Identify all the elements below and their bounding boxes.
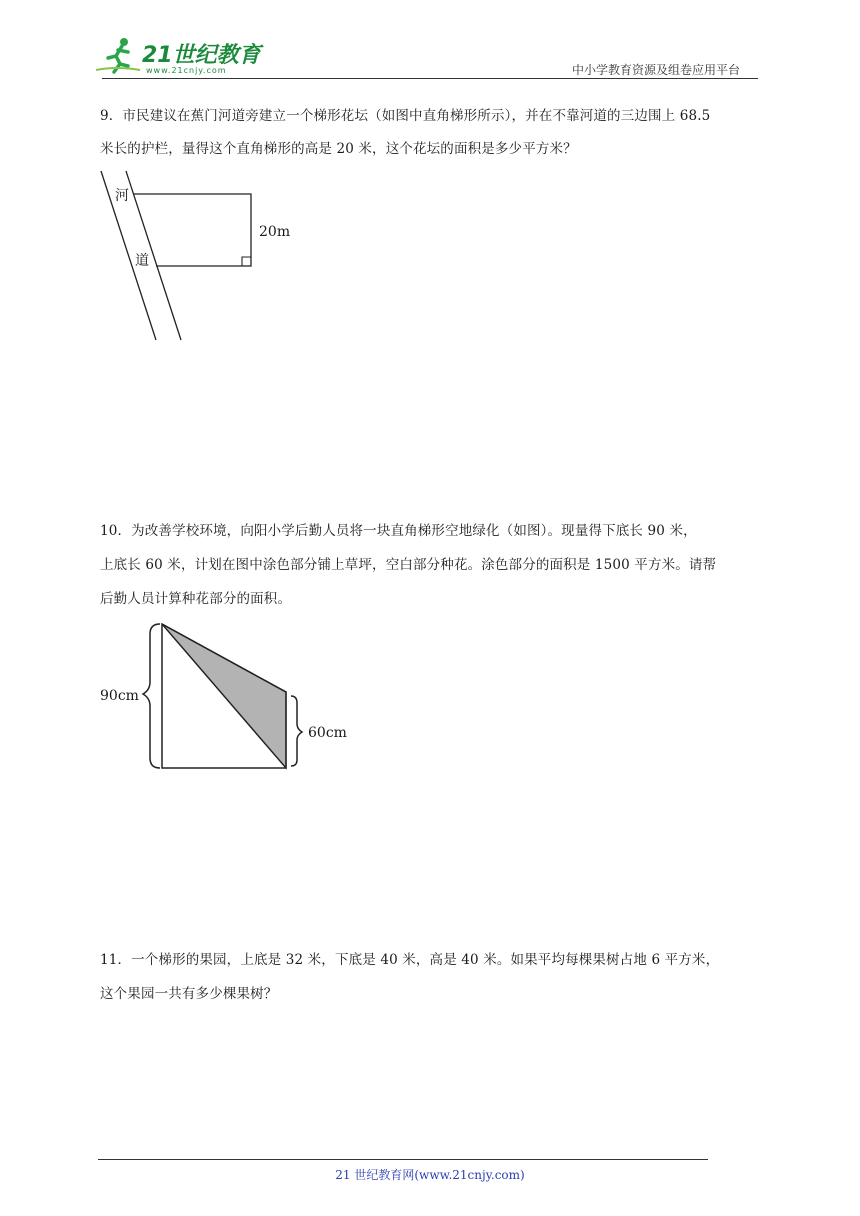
logo-url: www.21cnjy.com: [146, 66, 227, 75]
right-brace: [291, 696, 302, 766]
footer-link[interactable]: 21 世纪教育网(www.21cnjy.com): [335, 1168, 525, 1182]
trapezoid-flowerbed: [133, 194, 251, 266]
header-tagline: 中小学教育资源及组卷应用平台: [572, 63, 741, 77]
top-base-label: 60cm: [308, 725, 347, 741]
question-10-line-2: 上底长 60 米，计划在图中涂色部分铺上草坪，空白部分种花。涂色部分的面积是 1500 平方米。请帮: [100, 557, 717, 573]
question-9-line-2: 米长的护栏，量得这个直角梯形的高是 20 米，这个花坛的面积是多少平方米？: [100, 141, 577, 157]
logo-wordmark: 21世纪教育: [142, 43, 261, 68]
question-10-line-1: 10．为改善学校环境，向阳小学后勤人员将一块直角梯形空地绿化（如图）。现量得下底长 90 米，: [100, 523, 697, 539]
question-11-line-1: 11．一个梯形的果园，上底是 32 米，下底是 40 米，高是 40 米。如果平均每棵果树占地 6 平方米，: [100, 952, 720, 968]
question-10-line-3: 后勤人员计算种花部分的面积。: [100, 591, 292, 607]
footer-divider: [98, 1159, 708, 1160]
right-angle-mark: [242, 257, 251, 266]
question-10-figure: [140, 616, 310, 776]
river-label-1: 河: [115, 188, 129, 204]
question-9-line-1: 9．市民建议在蕉门河道旁建立一个梯形花坛（如图中直角梯形所示），并在不靠河道的三边围上 68.5: [100, 108, 711, 124]
river-label-2: 道: [135, 253, 149, 269]
header-divider: [102, 78, 758, 79]
question-11-line-2: 这个果园一共有多少棵果树？: [100, 986, 278, 1002]
height-label: 20m: [259, 224, 291, 240]
site-logo: [96, 36, 266, 76]
runner-logo-icon: [96, 36, 142, 76]
left-brace: [143, 624, 160, 768]
bottom-base-label: 90cm: [100, 688, 139, 704]
